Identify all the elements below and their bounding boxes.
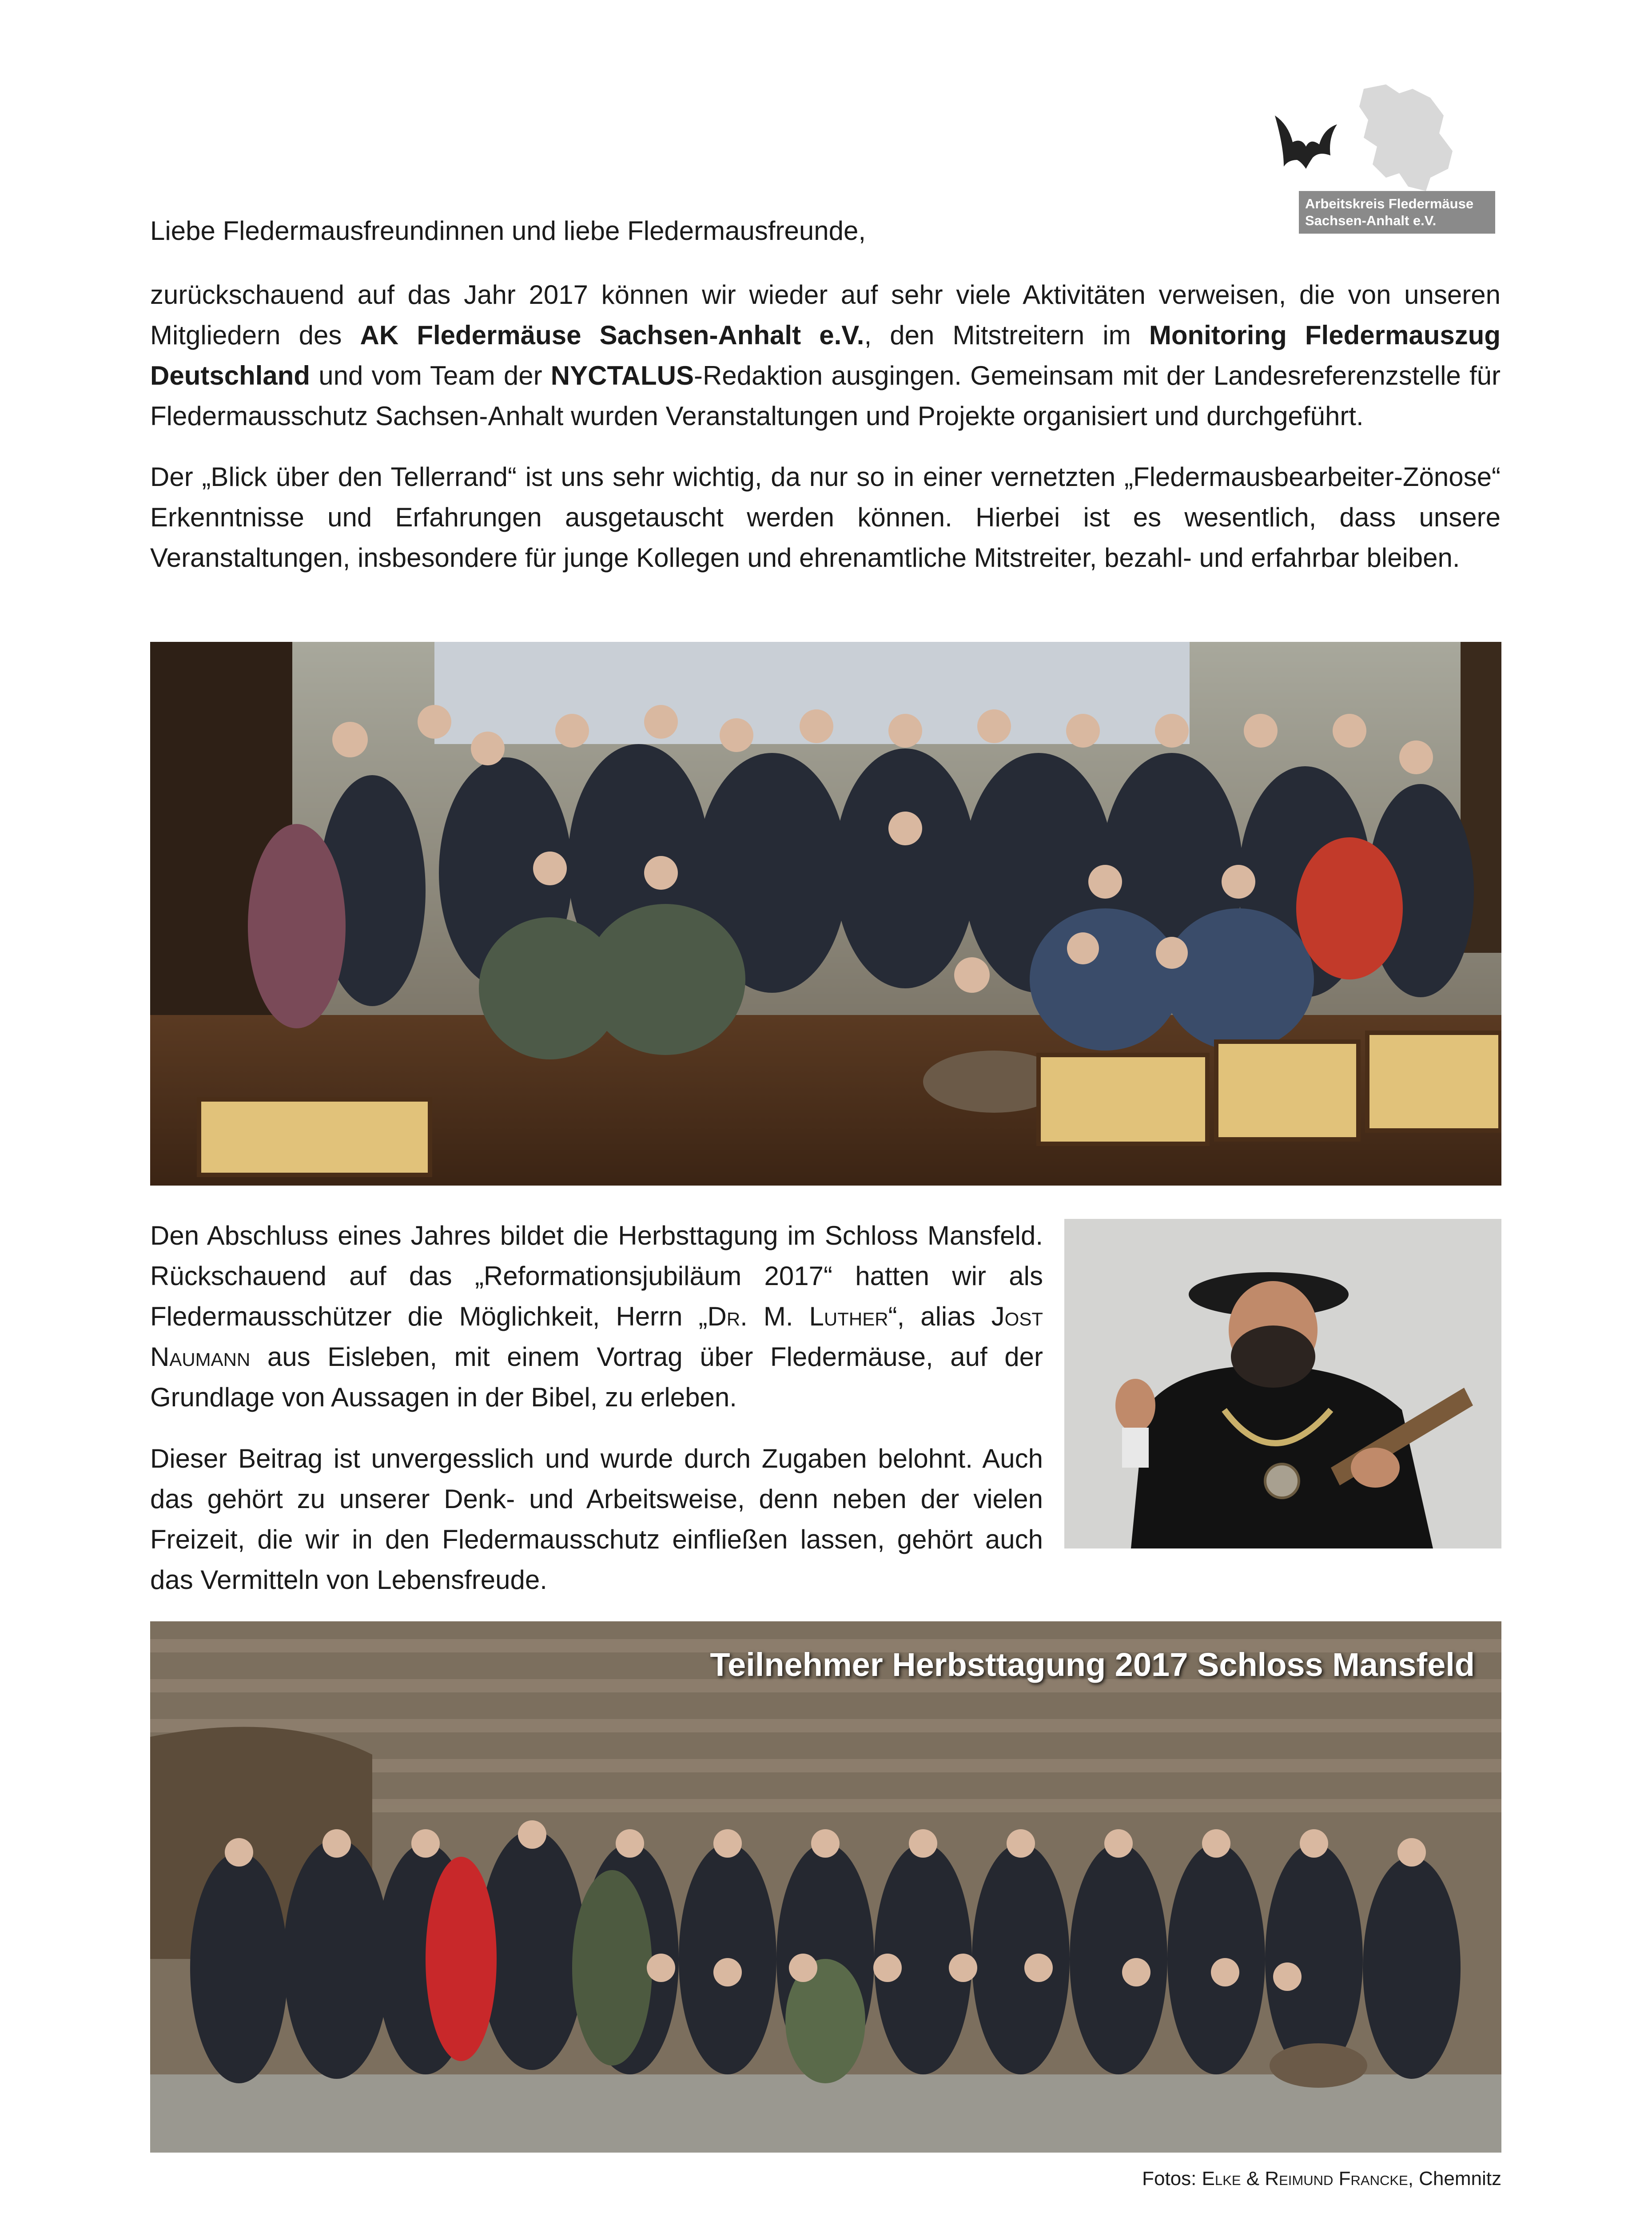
paragraph-3	[150, 1215, 1043, 1417]
p1-text-2: , den Mitstreitern im	[864, 320, 1149, 350]
photo-credit	[1142, 2168, 1501, 2190]
paragraph-1	[150, 275, 1501, 436]
greeting: Liebe Fledermausfreundinnen und liebe Fledermausfreunde,	[150, 216, 866, 246]
p3-text-3: aus Eisleben, mit einem Vortrag über Fledermäuse, auf der Grundlage von Aussagen in der Bibel, zu erleben.	[150, 1342, 1043, 1412]
group-photo-indoor	[150, 642, 1501, 1186]
paragraph-4: Dieser Beitrag ist unvergesslich und wurde durch Zugaben belohnt. Auch das gehört zu unserer Denk- und Arbeitsweise, denn neben der vielen Freizeit, die wir in den Fledermausschutz einfließen lassen, gehört auch das Vermitteln von Lebensfreude.	[150, 1444, 1043, 1595]
p1-text-1: zurückschauend auf das Jahr 2017 können wir wieder auf sehr viele Aktivitäten verweisen, die von unseren Mitgliedern des	[150, 280, 1501, 350]
bat-icon	[1270, 102, 1342, 173]
p3-smallcaps-naumann: Jost Naumann	[150, 1302, 1043, 1372]
p1-text-3: und vom Team der	[310, 361, 551, 390]
photo-caption: Teilnehmer Herbsttagung 2017 Schloss Mansfeld	[710, 1646, 1475, 1683]
group-photo-outdoor	[150, 1621, 1501, 2153]
luther-portrait-photo	[1064, 1219, 1501, 1548]
paragraph-2: Der „Blick über den Tellerrand“ ist uns sehr wichtig, da nur so in einer vernetzten „Fledermausbearbeiter-Zönose“ Erkenntnisse und Erfahrungen ausgetauscht werden können. Hierbei ist es wesentlich, dass unsere Veranstaltungen, insbesondere für junge Kollegen und ehrenamtliche Mitstreiter, bezahl- und erfahrbar bleiben.	[150, 462, 1501, 573]
p1-bold-ak: AK Fledermäuse Sachsen-Anhalt e.V.	[360, 320, 864, 350]
logo-line-2: Sachsen-Anhalt e.V.	[1305, 213, 1437, 228]
p3-text-2: “, alias	[888, 1302, 991, 1331]
p1-text-4: -Redaktion ausgingen. Gemeinsam mit der Landesreferenzstelle für Fledermausschutz Sachsen-Anhalt wurden Veranstaltungen und Projekte organisiert und durchgeführt.	[150, 361, 1501, 431]
p3-text-1: Den Abschluss eines Jahres bildet die Herbsttagung im Schloss Mansfeld. Rückschauend auf das „Reformationsjubiläum 2017“ hatten wir als Fledermausschützer die Möglichkeit, Herrn „	[150, 1221, 1043, 1331]
logo-line-1: Arbeitskreis Fledermäuse	[1305, 196, 1474, 211]
credit-prefix: Fotos:	[1142, 2168, 1202, 2189]
p1-bold-nyctalus: NYCTALUS	[550, 361, 694, 390]
credit-suffix: , Chemnitz	[1408, 2168, 1501, 2189]
p3-smallcaps-luther: Dr. M. Luther	[707, 1302, 888, 1331]
p1-bold-monitoring: Monitoring Fledermauszug Deutschland	[150, 320, 1501, 390]
credit-names: Elke & Reimund Francke	[1202, 2168, 1408, 2189]
